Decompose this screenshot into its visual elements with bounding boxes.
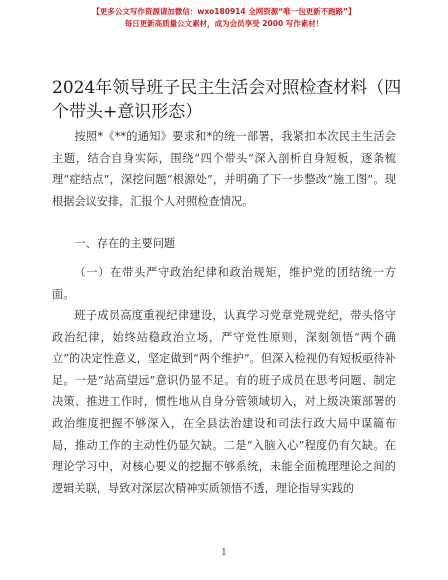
promo-banner [0, 6, 448, 30]
promo-banner-line-1: 【更多公文写作资源请加微信：wxo180914 全网资源“唯一包更新不跑路”】 [92, 7, 356, 16]
page-number: 1 [221, 548, 227, 558]
promo-banner-line-2: 每日更新高质量公文素材，成为会员享受 2000 写作素材！ [124, 19, 324, 28]
intro-paragraph: 按照*《**的通知》要求和*的统一部署，我紧扣本次民主生活会主题，结合自身实际，围绕“四个带头”深入剖析自身短板，逐条梳理“症结点”，深挖问题“根源处”，并明确了下一步整改“施工图”。现根据会议安排，汇报个人对照检查情况。 [52, 130, 396, 208]
subsection-heading: （一）在带头严守政治纪律和政治规矩，维护党的团结统一方面。 [52, 266, 396, 301]
document-title: 2024年领导班子民主生活会对照检查材料（四个带头+意识形态） [52, 78, 402, 122]
body-paragraph: 班子成员高度重视纪律建设，认真学习党章党规党纪，带头恪守政治纪律，始终站稳政治立场，严守党性原则，深刻领悟“两个确立”的决定性意义，坚定做到“两个维护”。但深入检视仍有短板亟待补足。一是“站高望远”意识仍显不足。有的班子成员在思考问题、制定决策、推进工作时，惯性地从自身分管领域切入，对上级决策部署的政治维度把握不够深入，在全县法治建设和司法行政大局中谋篇布局，推动工作的主动性仍显欠缺。二是“入脑入心”程度仍有欠缺。在理论学习中，对核心要义的挖掘不够系统，未能全面梳理理论之间的逻辑关联，导致对深层次精神实质领悟不透，理论指导实践的 [52, 309, 396, 495]
section-heading: 一、存在的主要问题 [74, 237, 176, 250]
